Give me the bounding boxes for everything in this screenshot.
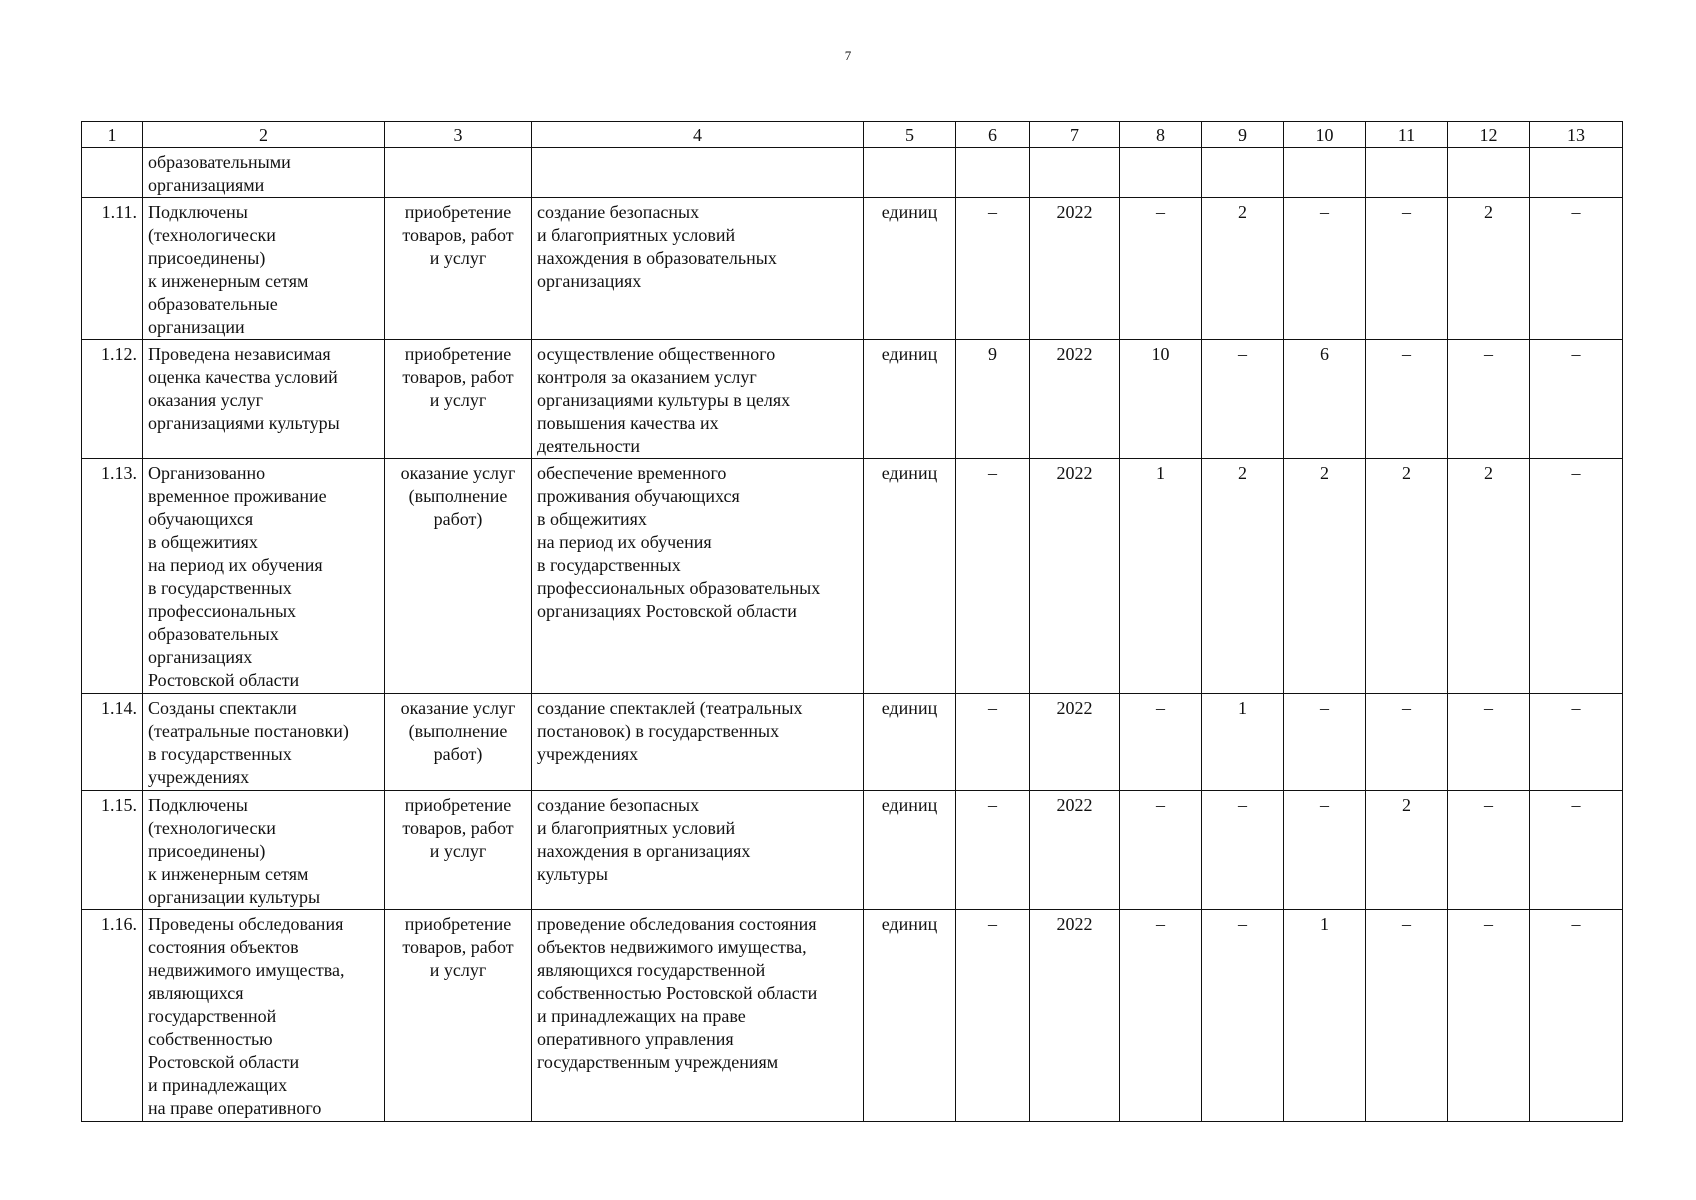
value-cell: 1 — [1284, 910, 1366, 1122]
header-row — [82, 122, 1623, 148]
result-type-cell: приобретение товаров, работ и услуг — [385, 791, 532, 910]
value-cell: – — [1530, 340, 1623, 459]
table-row — [82, 910, 1623, 1122]
value-cell: – — [1202, 791, 1284, 910]
header-cell: 9 — [1202, 122, 1284, 148]
value-cell: – — [1448, 694, 1530, 791]
value-cell: 1 — [1120, 459, 1202, 694]
value-cell: – — [1202, 340, 1284, 459]
value-cell: 2 — [1284, 459, 1366, 694]
result-characteristic-cell: проведение обследования состояния объектов недвижимого имущества, являющихся государственной собственностью Ростовской области и принадлежащих на праве оперативного управления государственным учреждениям — [532, 910, 864, 1122]
result-name-cell: Созданы спектакли (театральные постановки) в государственных учреждениях — [143, 694, 385, 791]
table-row — [82, 148, 1623, 198]
unit-cell: единиц — [864, 198, 956, 340]
header-cell: 6 — [956, 122, 1030, 148]
header-cell: 11 — [1366, 122, 1448, 148]
value-cell: 2 — [1202, 459, 1284, 694]
value-cell: – — [1366, 198, 1448, 340]
value-cell: 2 — [1366, 459, 1448, 694]
value-cell — [1202, 148, 1284, 198]
header-cell: 1 — [82, 122, 143, 148]
result-name-cell: Подключены (технологически присоединены) к инженерным сетям образовательные организации — [143, 198, 385, 340]
unit-cell: единиц — [864, 459, 956, 694]
table-row — [82, 198, 1623, 340]
result-name-cell: образовательными организациями — [143, 148, 385, 198]
header-cell: 12 — [1448, 122, 1530, 148]
value-cell: 1 — [1202, 694, 1284, 791]
value-cell: 9 — [956, 340, 1030, 459]
header-cell: 5 — [864, 122, 956, 148]
value-cell: – — [1366, 340, 1448, 459]
value-cell: – — [1120, 198, 1202, 340]
result-type-cell: приобретение товаров, работ и услуг — [385, 198, 532, 340]
result-characteristic-cell: обеспечение временного проживания обучающихся в общежитиях на период их обучения в государственных профессиональных образовательных организациях Ростовской области — [532, 459, 864, 694]
value-cell: – — [1202, 910, 1284, 1122]
unit-cell: единиц — [864, 791, 956, 910]
results-table — [81, 121, 1623, 1122]
year-cell: 2022 — [1030, 694, 1120, 791]
value-cell: 2 — [1366, 791, 1448, 910]
table-row — [82, 459, 1623, 694]
value-cell: – — [1120, 791, 1202, 910]
value-cell: – — [1448, 791, 1530, 910]
value-cell: 2 — [1448, 459, 1530, 694]
value-cell — [1530, 148, 1623, 198]
year-cell — [1030, 148, 1120, 198]
row-number-cell: 1.14. — [82, 694, 143, 791]
result-type-cell: приобретение товаров, работ и услуг — [385, 340, 532, 459]
value-cell: – — [956, 459, 1030, 694]
result-characteristic-cell: создание безопасных и благоприятных условий нахождения в организациях культуры — [532, 791, 864, 910]
value-cell — [956, 148, 1030, 198]
row-number-cell: 1.13. — [82, 459, 143, 694]
year-cell: 2022 — [1030, 910, 1120, 1122]
value-cell: – — [956, 910, 1030, 1122]
value-cell: – — [1284, 694, 1366, 791]
result-type-cell: приобретение товаров, работ и услуг — [385, 910, 532, 1122]
value-cell: – — [1448, 340, 1530, 459]
value-cell: – — [1120, 910, 1202, 1122]
unit-cell: единиц — [864, 340, 956, 459]
value-cell: – — [1530, 694, 1623, 791]
row-number-cell: 1.16. — [82, 910, 143, 1122]
value-cell: – — [1530, 198, 1623, 340]
value-cell: – — [1530, 459, 1623, 694]
year-cell: 2022 — [1030, 340, 1120, 459]
result-type-cell: оказание услуг (выполнение работ) — [385, 694, 532, 791]
table-row — [82, 791, 1623, 910]
table-row — [82, 340, 1623, 459]
header-cell: 8 — [1120, 122, 1202, 148]
value-cell: – — [956, 791, 1030, 910]
value-cell: – — [956, 694, 1030, 791]
result-name-cell: Организованно временное проживание обучающихся в общежитиях на период их обучения в государственных профессиональных образовательных организациях Ростовской области — [143, 459, 385, 694]
row-number-cell: 1.15. — [82, 791, 143, 910]
header-cell: 2 — [143, 122, 385, 148]
year-cell: 2022 — [1030, 791, 1120, 910]
year-cell: 2022 — [1030, 198, 1120, 340]
header-cell: 4 — [532, 122, 864, 148]
value-cell — [1366, 148, 1448, 198]
result-type-cell — [385, 148, 532, 198]
result-characteristic-cell — [532, 148, 864, 198]
row-number-cell: 1.11. — [82, 198, 143, 340]
value-cell: – — [1530, 791, 1623, 910]
value-cell — [1120, 148, 1202, 198]
result-characteristic-cell: создание безопасных и благоприятных условий нахождения в образовательных организациях — [532, 198, 864, 340]
header-cell: 10 — [1284, 122, 1366, 148]
value-cell: – — [1366, 694, 1448, 791]
result-characteristic-cell: осуществление общественного контроля за оказанием услуг организациями культуры в целях повышения качества их деятельности — [532, 340, 864, 459]
unit-cell: единиц — [864, 694, 956, 791]
header-cell: 3 — [385, 122, 532, 148]
value-cell: 10 — [1120, 340, 1202, 459]
value-cell: 6 — [1284, 340, 1366, 459]
value-cell: – — [1448, 910, 1530, 1122]
result-name-cell: Проведена независимая оценка качества условий оказания услуг организациями культуры — [143, 340, 385, 459]
value-cell: 2 — [1202, 198, 1284, 340]
value-cell: – — [1284, 198, 1366, 340]
result-characteristic-cell: создание спектаклей (театральных постановок) в государственных учреждениях — [532, 694, 864, 791]
value-cell: – — [1366, 910, 1448, 1122]
result-name-cell: Подключены (технологически присоединены) к инженерным сетям организации культуры — [143, 791, 385, 910]
page-number: 7 — [844, 48, 852, 63]
value-cell: 2 — [1448, 198, 1530, 340]
row-number-cell: 1.12. — [82, 340, 143, 459]
year-cell: 2022 — [1030, 459, 1120, 694]
value-cell: – — [1284, 791, 1366, 910]
unit-cell — [864, 148, 956, 198]
row-number-cell — [82, 148, 143, 198]
value-cell: – — [956, 198, 1030, 340]
value-cell: – — [1530, 910, 1623, 1122]
value-cell: – — [1120, 694, 1202, 791]
value-cell — [1448, 148, 1530, 198]
value-cell — [1284, 148, 1366, 198]
result-type-cell: оказание услуг (выполнение работ) — [385, 459, 532, 694]
table-row — [82, 694, 1623, 791]
header-cell: 7 — [1030, 122, 1120, 148]
result-name-cell: Проведены обследования состояния объектов недвижимого имущества, являющихся государственной собственностью Ростовской области и принадлежащих на праве оперативного — [143, 910, 385, 1122]
unit-cell: единиц — [864, 910, 956, 1122]
header-cell: 13 — [1530, 122, 1623, 148]
